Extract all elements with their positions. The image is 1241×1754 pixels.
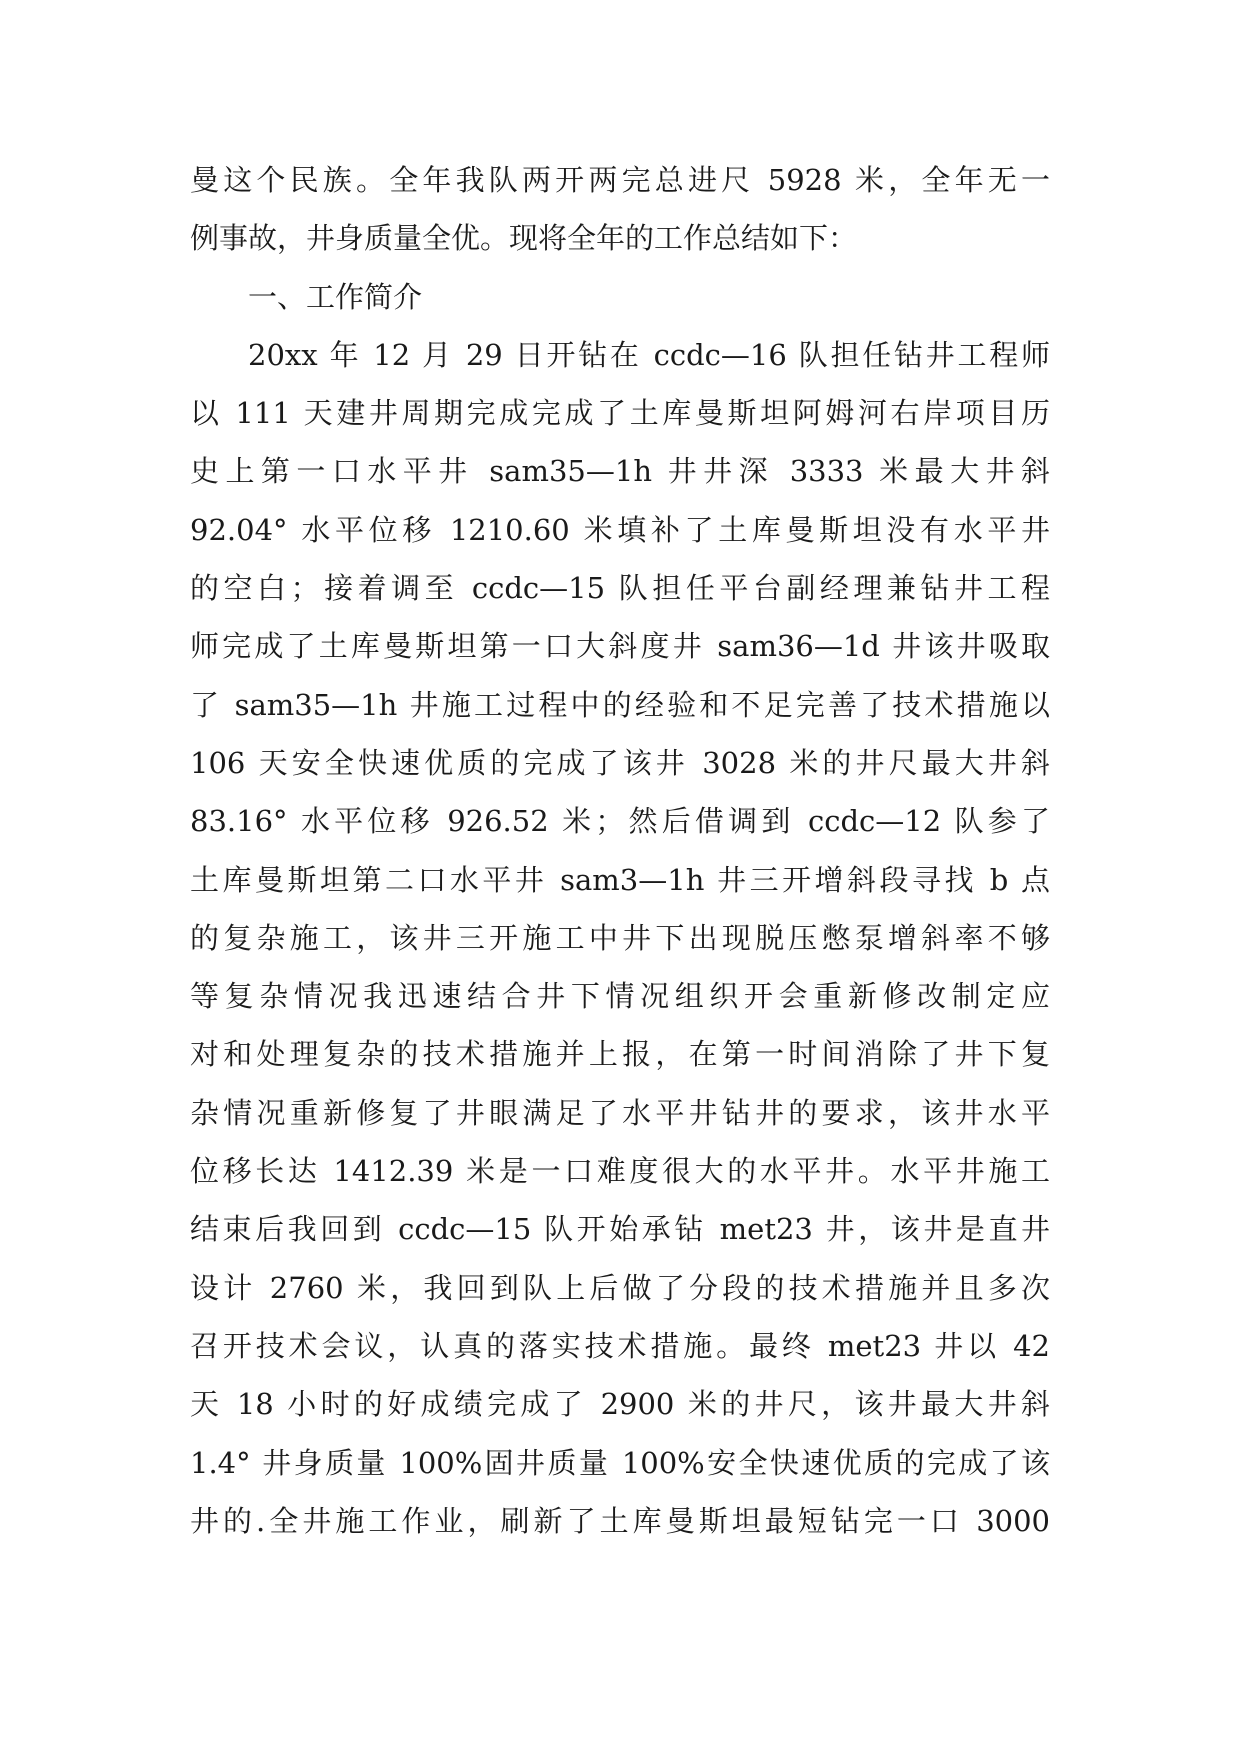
- text-line: 天 18 小时的好成绩完成了 2900 米的井尺，该井最大井斜: [190, 1387, 1050, 1422]
- text-line: 了 sam35—1h 井施工过程中的经验和不足完善了技术措施以: [190, 687, 1050, 722]
- text-line: 史上第一口水平井 sam35—1h 井井深 3333 米最大井斜: [190, 454, 1050, 489]
- text-line: 位移长达 1412.39 米是一口难度很大的水平井。水平井施工: [190, 1154, 1050, 1189]
- text-line: 师完成了土库曼斯坦第一口大斜度井 sam36—1d 井该井吸取: [190, 629, 1050, 664]
- text-line: 92.04° 水平位移 1210.60 米填补了土库曼斯坦没有水平井: [190, 512, 1050, 547]
- text-line: 设计 2760 米，我回到队上后做了分段的技术措施并且多次: [190, 1270, 1050, 1305]
- text-line: 曼这个民族。全年我队两开两完总进尺 5928 米，全年无一: [190, 163, 1050, 197]
- text-line: 对和处理复杂的技术措施并上报，在第一时间消除了井下复: [190, 1037, 1050, 1072]
- text-line: 83.16° 水平位移 926.52 米；然后借调到 ccdc—12 队参了: [190, 804, 1050, 839]
- text-line: 20xx 年 12 月 29 日开钻在 ccdc—16 队担任钻井工程师: [248, 337, 1050, 372]
- text-line: 例事故，井身质量全优。现将全年的工作总结如下：: [190, 221, 858, 256]
- text-line: 的复杂施工，该井三开施工中井下出现脱压憋泵增斜率不够: [190, 920, 1050, 955]
- text-line: 结束后我回到 ccdc—15 队开始承钻 met23 井，该井是直井: [190, 1212, 1050, 1247]
- text-line: 井的.全井施工作业，刷新了土库曼斯坦最短钻完一口 3000: [190, 1503, 1050, 1538]
- text-line: 召开技术会议，认真的落实技术措施。最终 met23 井以 42: [190, 1328, 1050, 1363]
- text-line: 土库曼斯坦第二口水平井 sam3—1h 井三开增斜段寻找 b 点: [190, 862, 1050, 897]
- document-body: [190, 151, 1050, 1550]
- text-line: 以 111 天建井周期完成完成了土库曼斯坦阿姆河右岸项目历: [190, 396, 1050, 431]
- text-line: 等复杂情况我迅速结合井下情况组织开会重新修改制定应: [190, 979, 1050, 1014]
- text-line: 杂情况重新修复了井眼满足了水平井钻井的要求，该井水平: [190, 1095, 1050, 1130]
- text-line: 1.4° 井身质量 100%固井质量 100%安全快速优质的完成了该: [190, 1445, 1050, 1480]
- text-line: 的空白；接着调至 ccdc—15 队担任平台副经理兼钻井工程: [190, 571, 1050, 606]
- section-heading: 一、工作简介: [248, 279, 423, 314]
- text-line: 106 天安全快速优质的完成了该井 3028 米的井尺最大井斜: [190, 745, 1050, 780]
